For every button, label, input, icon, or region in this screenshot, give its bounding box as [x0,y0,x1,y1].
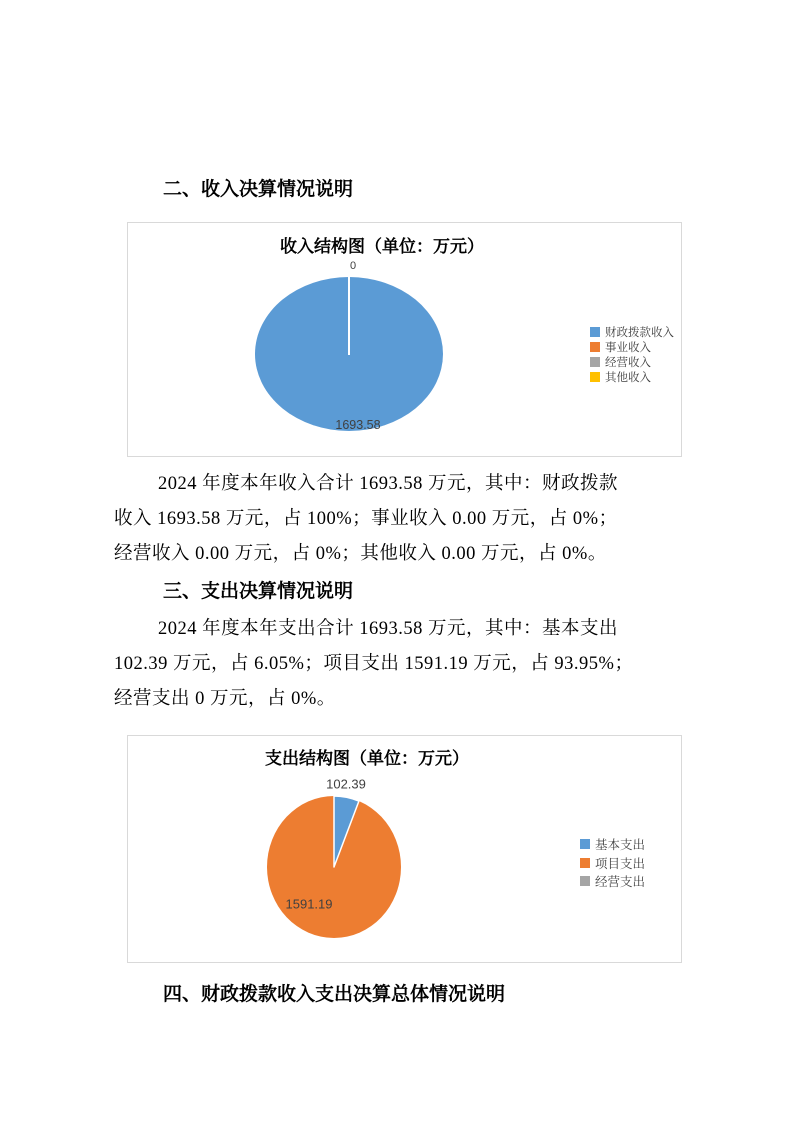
legend-item-other-income [590,369,674,384]
legend-item-operating-unit-income [590,339,674,354]
legend-swatch-orange-icon [580,858,590,868]
expense-chart-legend [580,835,645,891]
expense-paragraph-line: 102.39 万元，占 6.05%；项目支出 1591.19 万元，占 93.95%； [114,654,634,674]
income-chart-title: 收入结构图（单位：万元） [280,237,484,256]
income-paragraph [114,467,706,572]
legend-swatch-orange-icon [590,342,600,352]
income-pie-main-label: 1693.58 [335,418,381,432]
expense-pie-basic-label: 102.39 [326,776,366,792]
expense-paragraph [114,612,706,717]
income-structure-chart [127,222,682,457]
legend-swatch-gray-icon [590,357,600,367]
legend-item-business-expense [580,872,645,891]
legend-item-basic-expense [580,835,645,854]
legend-item-project-expense [580,854,645,873]
legend-label: 其他收入 [605,371,651,384]
expense-paragraph-line: 经营支出 0 万元，占 0%。 [114,689,336,709]
income-paragraph-line: 收入 1693.58 万元，占 100%；事业收入 0.00 万元，占 0%； [114,509,618,529]
legend-swatch-gray-icon [580,876,590,886]
legend-swatch-blue-icon [590,327,600,337]
legend-label: 经营支出 [595,875,646,890]
income-paragraph-line: 2024 年度本年收入合计 1693.58 万元，其中：财政拨款 [158,474,619,494]
section-heading-expense: 三、支出决算情况说明 [163,581,354,602]
legend-label: 基本支出 [595,838,646,853]
income-pie-zero-label: 0 [349,260,357,272]
legend-swatch-blue-icon [580,839,590,849]
expense-chart-title: 支出结构图（单位：万元） [265,749,469,768]
legend-label: 事业收入 [605,341,651,354]
legend-label: 财政拨款收入 [605,326,674,339]
expense-structure-chart [127,735,682,963]
expense-paragraph-line: 2024 年度本年支出合计 1693.58 万元，其中：基本支出 [158,619,619,639]
legend-item-business-income [590,354,674,369]
income-chart-legend [590,324,674,384]
legend-label: 经营收入 [605,356,651,369]
legend-item-fiscal-appropriation-income [590,324,674,339]
section-heading-fiscal-total: 四、财政拨款收入支出决算总体情况说明 [163,984,506,1005]
legend-label: 项目支出 [595,856,646,871]
income-paragraph-line: 经营收入 0.00 万元，占 0%；其他收入 0.00 万元，占 0%。 [114,544,607,564]
section-heading-income: 二、收入决算情况说明 [163,179,354,200]
expense-pie-project-label: 1591.19 [285,896,333,912]
legend-swatch-yellow-icon [590,372,600,382]
